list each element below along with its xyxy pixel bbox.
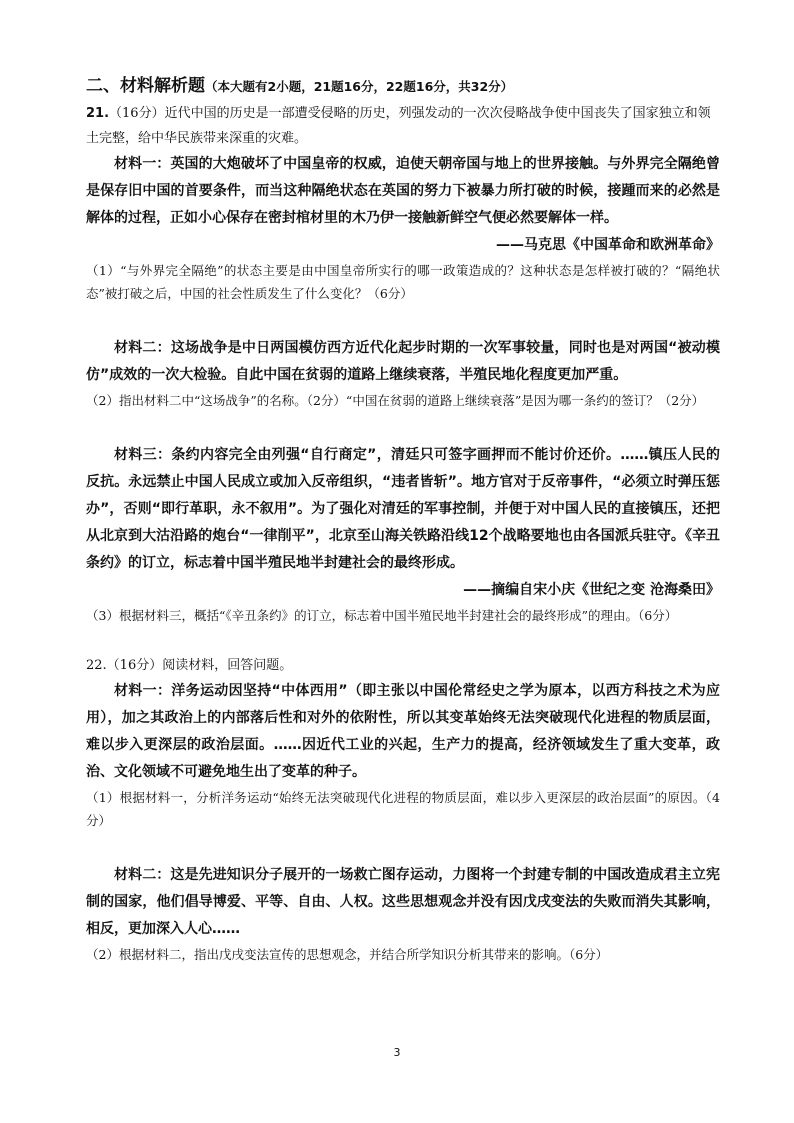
question-22 (86, 653, 720, 966)
question-21-text: （16分）近代中国的历史是一部遭受侵略的历史，列强发动的一次次侵略战争使中国丧失了国家独立和领土完整，给中华民族带来深重的灾难。 (86, 106, 711, 146)
q21-subquestion-2: （2）指出材料二中“这场战争”的名称。（2分）“中国在贫弱的道路上继续衰落”是因为哪一条约的签订？（2分） (86, 393, 705, 408)
page-number: 3 (393, 1046, 401, 1059)
q21-material-3: 材料三：条约内容完全由列强“自行商定”，清廷只可签字画押而不能讨价还价。……镇压人民的反抗。永远禁止中国人民成立或加入反帝组织，“违者皆斩”。地方官对于反帝事件，“必须立时弹压惩办”，否则“即行革职，永不叙用”。为了强化对清廷的军事控制，并便于对中国人民的直接镇压，还把从北京到大沽沿路的炮台“一律削平”，北京至山海关铁路沿线12个战略要地也由各国派兵驻守。《辛丑条约》的订立，标志着中国半殖民地半封建社会的最终形成。 (86, 447, 720, 571)
q21-subquestion-3: （3）根据材料三，概括“《辛丑条约》的订立，标志着中国半殖民地半封建社会的最终形成”的理由。（6分） (86, 608, 678, 623)
q21-material-1-source: ——马克思《中国革命和欧洲革命》 (496, 237, 720, 253)
q22-material-2: 材料二：这是先进知识分子展开的一场救亡图存运动，力图将一个封建专制的中国改造成君主立宪制的国家，他们倡导博爱、平等、自由、人权。这些思想观念并没有因戊戌变法的失败而消失其影响，相反，更加深入人心…… (86, 867, 720, 937)
question-21-intro (86, 101, 720, 151)
section-title: 二、材料解析题 (86, 76, 205, 96)
question-21 (86, 101, 720, 627)
section-heading (86, 72, 720, 101)
q22-material-1: 材料一：洋务运动因坚持“中体西用”（即主张以中国伦常经史之学为原本，以西方科技之术为应用），加之其政治上的内部落后性和对外的依附性，所以其变革始终无法突破现代化进程的物质层面，难以步入更深层的政治层面。……因近代工业的兴起，生产力的提高，经济领域发生了重大变革，政治、文化领域不可避免地生出了变革的种子。 (86, 683, 720, 780)
q21-material-3-source: ——摘编自宋小庆《世纪之变 沧海桑田》 (463, 582, 720, 598)
question-21-number: 21. (86, 106, 110, 121)
q21-subquestion-1: （1）“与外界完全隔绝”的状态主要是由中国皇帝所实行的哪一政策造成的？这种状态是怎样被打破的？“隔绝状态”被打破之后，中国的社会性质发生了什么变化？（6分） (86, 263, 720, 301)
question-22-intro: 22.（16分）阅读材料，回答问题。 (86, 658, 293, 673)
q22-subquestion-1: （1）根据材料一，分析洋务运动“始终无法突破现代化进程的物质层面，难以步入更深层的政治层面”的原因。（4分） (86, 790, 720, 828)
exam-page (86, 72, 720, 966)
q22-subquestion-2: （2）根据材料二，指出戊戌变法宣传的思想观念，并结合所学知识分析其带来的影响。（6分） (86, 947, 609, 962)
q21-material-1: 材料一：英国的大炮破坏了中国皇帝的权威，迫使天朝帝国与地上的世界接触。与外界完全隔绝曾是保存旧中国的首要条件，而当这种隔绝状态在英国的努力下被暴力所打破的时候，接踵而来的必然是解体的过程，正如小心保存在密封棺材里的木乃伊一接触新鲜空气便必然要解体一样。 (86, 156, 720, 226)
section-note: （本大题有2小题，21题16分，22题16分，共32分） (205, 79, 514, 94)
q21-material-2: 材料二：这场战争是中日两国模仿西方近代化起步时期的一次军事较量，同时也是对两国“被动模仿”成效的一次大检验。自此中国在贫弱的道路上继续衰落，半殖民地化程度更加严重。 (86, 340, 720, 383)
